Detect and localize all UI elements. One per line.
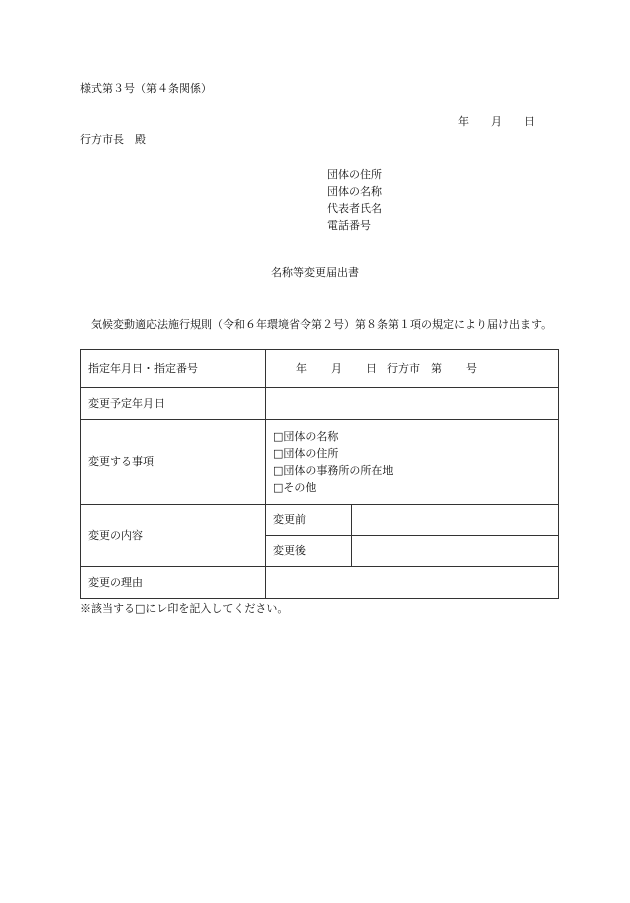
date-line: [458, 115, 535, 128]
table-row: [81, 420, 559, 505]
after-label: 変更後: [266, 536, 352, 567]
change-content-label: 変更の内容: [81, 505, 266, 567]
after-field[interactable]: [352, 536, 559, 567]
applicant-representative-label: 代表者氏名: [327, 202, 382, 215]
form-table: [80, 349, 559, 599]
designated-dai-label: 第: [431, 361, 442, 375]
table-row: [81, 505, 559, 536]
change-item-checkbox[interactable]: □団体の事務所の所在地: [273, 464, 394, 477]
footnote: ※該当する□にレ印を記入してください。: [80, 602, 289, 615]
designated-city-label: 行方市: [387, 361, 420, 375]
change-reason-field[interactable]: [266, 567, 559, 599]
designated-label: 指定年月日・指定番号: [81, 350, 266, 388]
table-row: [81, 388, 559, 420]
change-reason-label: 変更の理由: [81, 567, 266, 599]
before-label: 変更前: [266, 505, 352, 536]
applicant-phone-label: 電話番号: [327, 219, 371, 232]
body-text: 気候変動適応法施行規則（令和６年環境省令第２号）第８条第１項の規定により届け出ます。: [91, 318, 553, 331]
change-items-label: 変更する事項: [81, 420, 266, 505]
designated-year-label: 年: [296, 361, 307, 375]
form-number: 様式第３号（第４条関係）: [80, 82, 212, 95]
table-row: [81, 350, 559, 388]
table-row: [81, 567, 559, 599]
change-item-checkbox[interactable]: □団体の住所: [273, 447, 339, 460]
change-item-checkbox[interactable]: □その他: [273, 481, 317, 494]
date-month-label: 月: [491, 115, 502, 128]
addressee: 行方市長 殿: [80, 133, 146, 146]
change-item-checkbox[interactable]: □団体の名称: [273, 430, 339, 443]
planned-date-field[interactable]: [266, 388, 559, 420]
before-field[interactable]: [352, 505, 559, 536]
change-items-list: [266, 420, 559, 505]
designated-month-label: 月: [331, 361, 342, 375]
date-day-label: 日: [524, 115, 535, 128]
document-title: 名称等変更届出書: [271, 266, 359, 279]
applicant-name-label: 団体の名称: [327, 185, 382, 198]
planned-date-label: 変更予定年月日: [81, 388, 266, 420]
designated-value-field[interactable]: [266, 350, 559, 388]
designated-day-label: 日: [366, 361, 377, 375]
applicant-address-label: 団体の住所: [327, 168, 382, 181]
applicant-block: [327, 166, 382, 234]
date-year-label: 年: [458, 115, 469, 128]
designated-go-label: 号: [466, 361, 477, 375]
